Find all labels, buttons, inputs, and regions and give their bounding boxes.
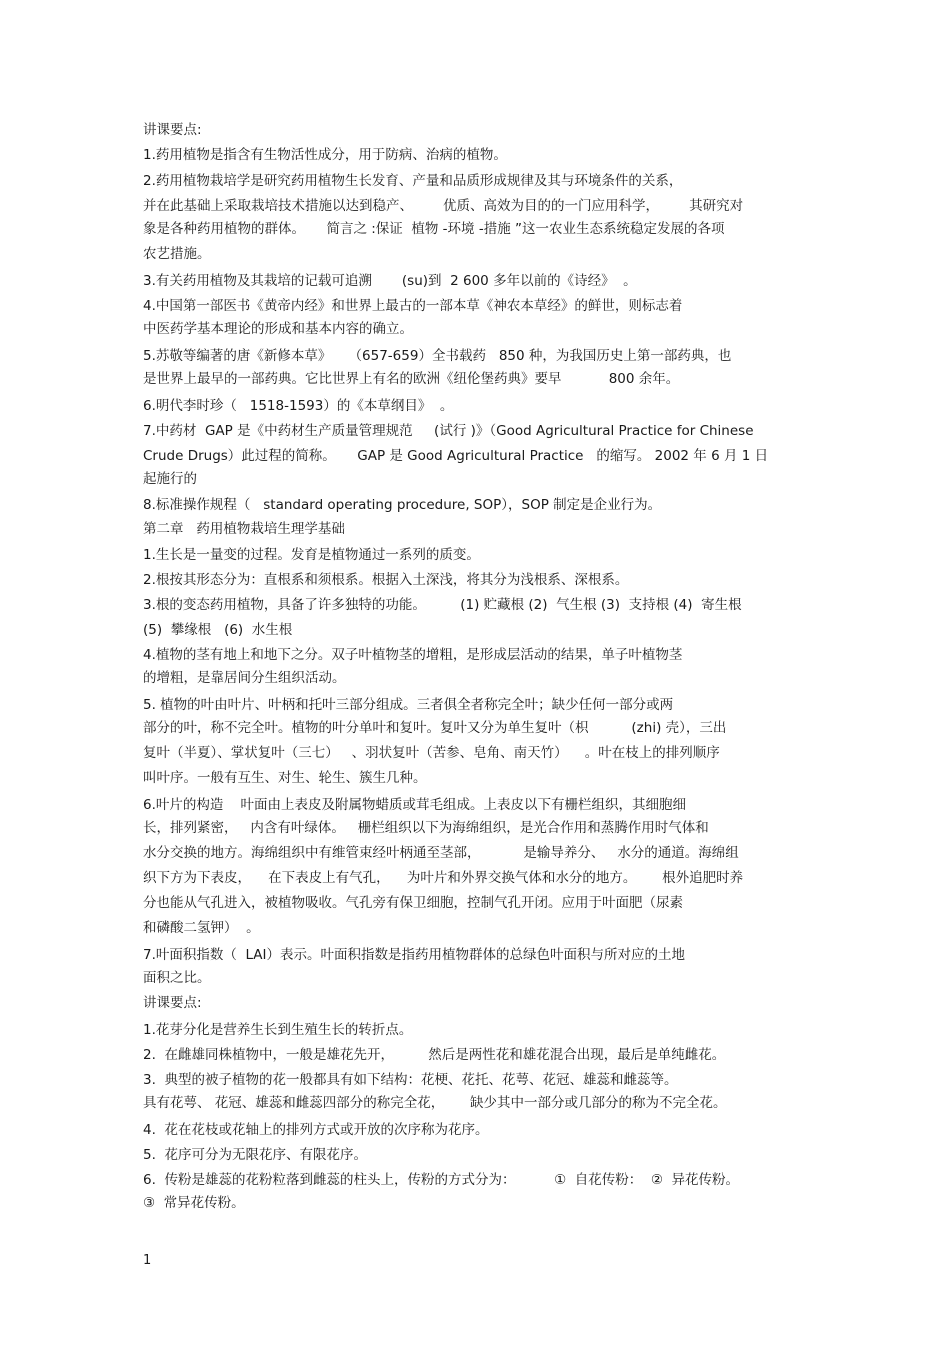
text-line: 具有花萼、 花冠、雄蕊和雌蕊四部分的称完全花， 缺少其中一部分或几部分的称为不完全花。: [143, 1095, 727, 1111]
text-line: 分也能从气孔进入，被植物吸收。气孔旁有保卫细胞，控制气孔开闭。应用于叶面肥（尿素: [143, 895, 683, 911]
section-heading: 第二章 药用植物栽培生理学基础: [143, 521, 345, 537]
text-line: (5) 攀缘根 (6) 水生根: [143, 622, 293, 638]
text-line: 5. 花序可分为无限花序、有限花序。: [143, 1147, 367, 1163]
text-line: 7.叶面积指数（ LAI）表示。叶面积指数是指药用植物群体的总绿色叶面积与所对应的土地: [143, 947, 686, 963]
text-line: 1.花芽分化是营养生长到生殖生长的转折点。: [143, 1022, 413, 1038]
text-line: 和磷酸二氢钾） 。: [143, 920, 260, 936]
text-line: 6. 传粉是雄蕊的花粉粒落到雌蕊的柱头上，传粉的方式分为： ① 自花传粉： ② 异花传粉。: [143, 1172, 740, 1188]
text-line: ③ 常异花传粉。: [143, 1195, 245, 1211]
text-line: 4. 花在花枝或花轴上的排列方式或开放的次序称为花序。: [143, 1122, 489, 1138]
text-line: 象是各种药用植物的群体。 简言之 :保证 植物 -环境 -措施 ”这一农业生态系统稳定发展的各项: [143, 221, 725, 237]
text-line: 7.中药材 GAP 是《中药材生产质量管理规范 (试行 )》（Good Agricultural Practice for Chinese: [143, 423, 754, 439]
text-line: 5.苏敬等编著的唐《新修本草》 （657-659）全书载药 850 种，为我国历史上第一部药典，也: [143, 348, 732, 364]
text-line: 长，排列紧密， 内含有叶绿体。 栅栏组织以下为海绵组织，是光合作用和蒸腾作用时气体和: [143, 820, 709, 836]
text-line: 2. 在雌雄同株植物中，一般是雄花先开， 然后是两性花和雄花混合出现，最后是单纯雌花。: [143, 1047, 726, 1063]
text-line: 4.中国第一部医书《黄帝内经》和世界上最古的一部本草《神农本草经》的鲜世，则标志着: [143, 298, 683, 314]
text-line: 1.药用植物是指含有生物活性成分，用于防病、治病的植物。: [143, 147, 507, 163]
text-line: 是世界上最早的一部药典。它比世界上有名的欧洲《纽伦堡药典》要早 800 余年。: [143, 371, 680, 387]
text-line: 讲课要点:: [143, 122, 202, 138]
page-number: 1: [143, 1253, 152, 1268]
text-line: 复叶（半夏）、掌状复叶（三七） 、羽状复叶（苦参、皂角、南天竹） 。叶在枝上的排列顺序: [143, 745, 720, 761]
text-line: 4.植物的茎有地上和地下之分。双子叶植物茎的增粗，是形成层活动的结果，单子叶植物茎: [143, 647, 683, 663]
text-line: 3.根的变态药用植物，具备了许多独特的功能。 (1) 贮藏根 (2) 气生根 (3) 支持根 (4) 寄生根: [143, 597, 742, 613]
text-line: 的增粗，是靠居间分生组织活动。: [143, 670, 346, 686]
text-line: 水分交换的地方。海绵组织中有维管束经叶柄通至茎部， 是输导养分、 水分的通道。海绵组: [143, 845, 739, 861]
text-line: 织下方为下表皮， 在下表皮上有气孔， 为叶片和外界交换气体和水分的地方。 根外追肥时养: [143, 870, 744, 886]
text-line: 2.药用植物栽培学是研究药用植物生长发育、产量和品质形成规律及其与环境条件的关系，: [143, 173, 683, 189]
text-line: 2.根按其形态分为：直根系和须根系。根据入土深浅，将其分为浅根系、深根系。: [143, 572, 629, 588]
text-line: 6.叶片的构造 叶面由上表皮及附属物蜡质或茸毛组成。上表皮以下有栅栏组织，其细胞细: [143, 797, 687, 813]
text-line: 农艺措施。: [143, 246, 211, 262]
text-line: 部分的叶，称不完全叶。植物的叶分单叶和复叶。复叶又分为单生复叶（枳 (zhi) 壳），三出: [143, 720, 727, 736]
text-line: 3.有关药用植物及其栽培的记载可追溯 (su)到 2 600 多年以前的《诗经》 。: [143, 273, 637, 289]
text-line: 3. 典型的被子植物的花一般都具有如下结构：花梗、花托、花萼、花冠、雄蕊和雌蕊等。: [143, 1072, 678, 1088]
text-line: 5. 植物的叶由叶片、叶柄和托叶三部分组成。三者俱全者称完全叶；缺少任何一部分或两: [143, 697, 674, 713]
text-line: 面积之比。: [143, 970, 211, 986]
text-line: 起施行的: [143, 471, 197, 487]
text-line: 中医药学基本理论的形成和基本内容的确立。: [143, 321, 413, 337]
text-line: 叫叶序。一般有互生、对生、轮生、簇生几种。: [143, 770, 427, 786]
text-line: 6.明代李时珍（ 1518-1593）的《本草纲目》 。: [143, 398, 454, 414]
text-line: 1.生长是一量变的过程。发育是植物通过一系列的质变。: [143, 547, 480, 563]
text-line: 并在此基础上采取栽培技术措施以达到稳产、 优质、高效为目的的一门应用科学， 其研究对: [143, 198, 744, 214]
section-heading: 讲课要点:: [143, 995, 202, 1011]
text-line: Crude Drugs）此过程的简称。 GAP 是 Good Agricultural Practice 的缩写。 2002 年 6 月 1 日: [143, 448, 769, 464]
text-line: 8.标准操作规程（ standard operating procedure, SOP），SOP 制定是企业行为。: [143, 497, 662, 513]
